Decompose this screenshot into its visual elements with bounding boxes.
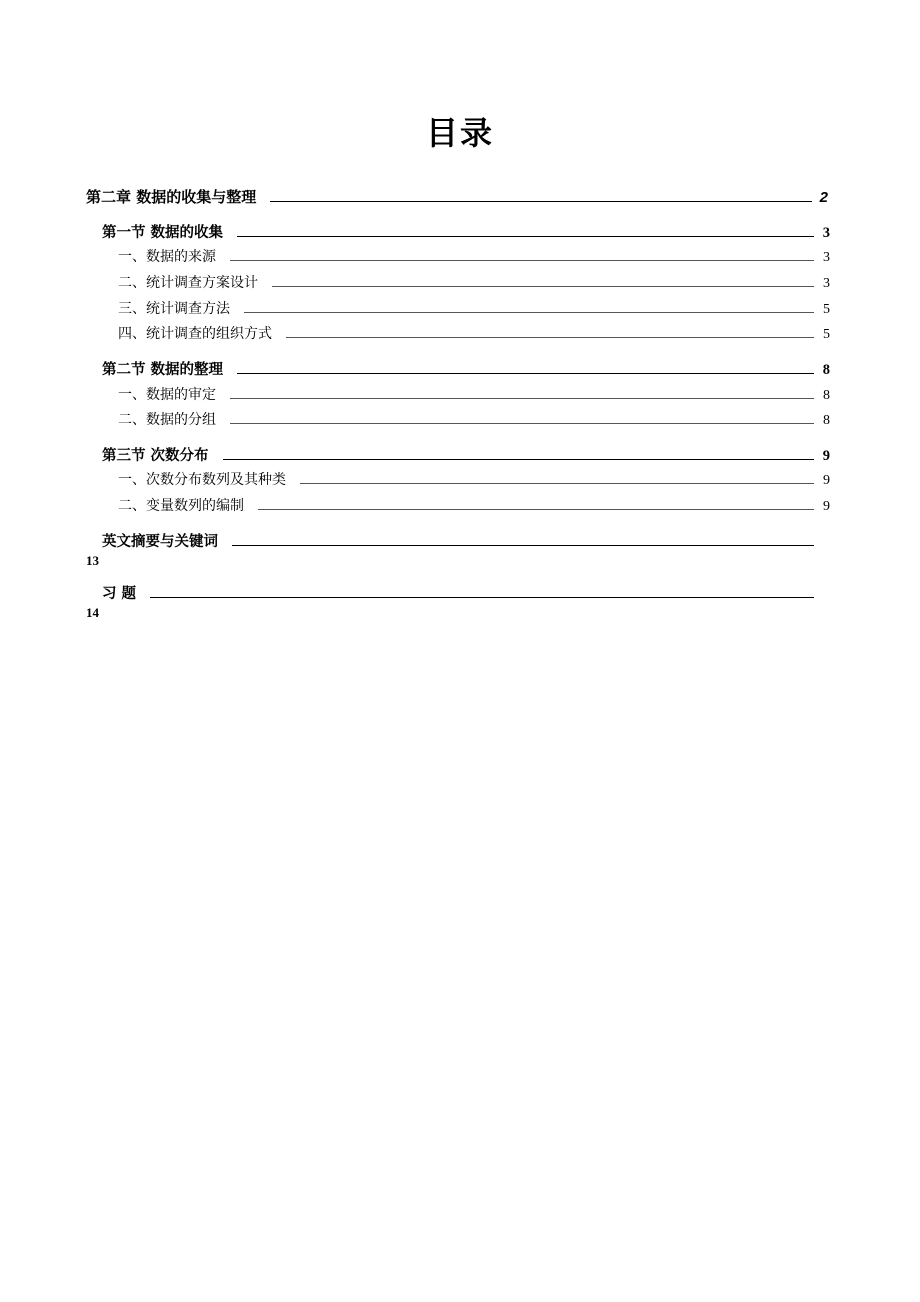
toc-page-number: 8 [823, 388, 830, 403]
toc-page-number: 8 [823, 413, 830, 428]
toc-page-number: 3 [823, 276, 830, 291]
toc-page-number: 13 [86, 553, 99, 568]
toc-page-number: 3 [823, 250, 830, 265]
toc-leader-line [272, 286, 814, 287]
toc-leader-line [223, 459, 814, 460]
toc-leader-line [300, 483, 814, 484]
page-title: 目录 [425, 114, 494, 152]
toc-chapter-entry[interactable] [86, 186, 828, 207]
toc-leader-line [232, 545, 814, 546]
toc-page-number: 2 [819, 189, 828, 206]
toc-item-entry[interactable] [118, 323, 830, 343]
toc-item-label: 四、统计调查的组织方式 [118, 326, 272, 342]
toc-page-number: 5 [823, 302, 830, 317]
toc-leader-line [286, 337, 814, 338]
toc-page-number: 14 [86, 605, 99, 620]
toc-page-number: 5 [823, 327, 830, 342]
toc-item-entry[interactable] [118, 246, 830, 266]
toc-leader-line [270, 201, 812, 202]
toc-extra-entry[interactable] [86, 582, 814, 621]
toc-page-number: 8 [822, 362, 830, 378]
toc-page-number: 9 [823, 499, 830, 514]
toc-leader-line [230, 398, 814, 399]
toc-item-label: 二、数据的分组 [118, 412, 216, 428]
toc-leader-line [237, 236, 814, 237]
toc-page-number: 9 [822, 448, 830, 464]
toc-leader-line [244, 312, 814, 313]
toc-leader-line [230, 423, 814, 424]
toc-leader-line [258, 509, 814, 510]
toc-leader-line [230, 260, 814, 261]
toc-item-entry[interactable] [118, 384, 830, 404]
toc-item-entry[interactable] [118, 298, 830, 318]
toc-leader-line [150, 597, 814, 598]
toc-item-label: 二、统计调查方案设计 [118, 275, 258, 291]
toc-item-entry[interactable] [118, 495, 830, 515]
toc-section-label: 第二节 数据的整理 [102, 362, 224, 378]
toc-item-label: 一、次数分布数列及其种类 [118, 472, 286, 488]
toc-extra-label: 习 题 [102, 586, 137, 602]
toc-item-label: 二、变量数列的编制 [118, 498, 244, 514]
toc-item-entry[interactable] [118, 409, 830, 429]
toc-page-number: 3 [822, 225, 830, 241]
toc-item-label: 三、统计调查方法 [118, 301, 230, 317]
toc-item-entry[interactable] [118, 469, 830, 489]
toc-section-entry[interactable] [102, 221, 830, 242]
toc-section-label: 第三节 次数分布 [102, 448, 209, 464]
toc-extra-entry[interactable] [86, 530, 814, 569]
toc-page-number: 9 [823, 473, 830, 488]
toc-leader-line [237, 373, 814, 374]
toc-item-entry[interactable] [118, 272, 830, 292]
toc-section-entry[interactable] [102, 358, 830, 379]
toc-item-label: 一、数据的审定 [118, 387, 216, 403]
toc-chapter-label: 第二章 数据的收集与整理 [86, 188, 257, 206]
toc-item-label: 一、数据的来源 [118, 249, 216, 265]
toc-extra-label: 英文摘要与关键词 [102, 534, 218, 550]
toc-section-label: 第一节 数据的收集 [102, 225, 224, 241]
toc-section-entry[interactable] [102, 444, 830, 465]
